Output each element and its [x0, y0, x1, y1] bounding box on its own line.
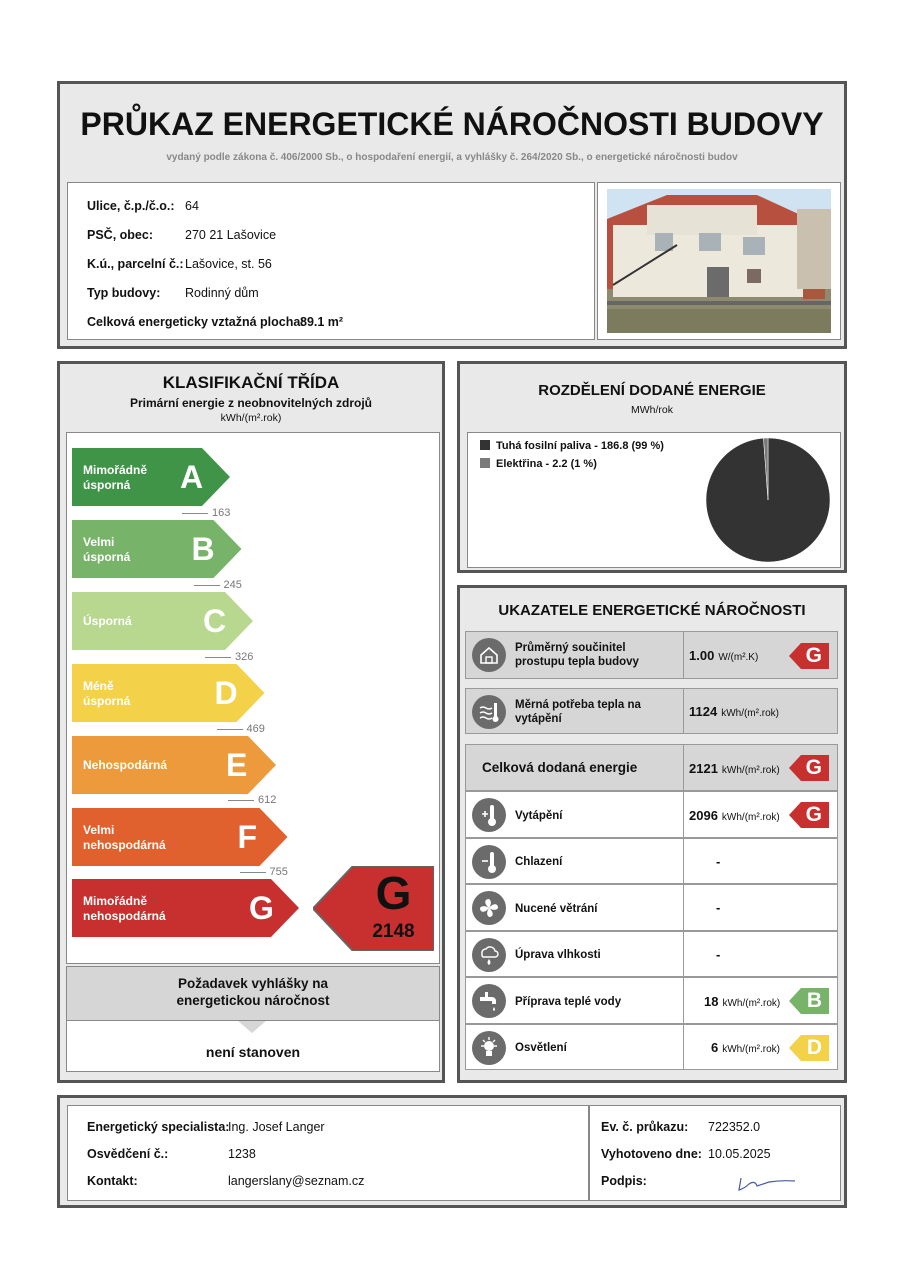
- indicator-label: Osvětlení: [515, 1042, 567, 1054]
- legend-item: [480, 440, 664, 452]
- class-threshold: 245: [194, 579, 242, 591]
- indicators-title: UKAZATELE ENERGETICKÉ NÁROČNOSTI: [498, 602, 806, 619]
- ev-label: Ev. č. průkazu:: [601, 1120, 689, 1134]
- class-badge: B: [789, 988, 829, 1014]
- indicator-transmission: [465, 631, 838, 679]
- indicator-unit: kWh/(m².rok): [722, 998, 781, 1009]
- building-info: [67, 182, 595, 340]
- result-value: 2148: [372, 921, 415, 942]
- area-value: 89.1 m²: [300, 315, 344, 329]
- class-threshold: 163: [182, 507, 230, 519]
- requirement-box: [66, 966, 440, 1072]
- indicator-label: Příprava teplé vody: [515, 996, 622, 1008]
- indicator-heating: [465, 791, 838, 838]
- class-threshold: 326: [205, 651, 253, 663]
- date-label: Vyhotoveno dne:: [601, 1147, 702, 1161]
- indicator-unit: kWh/(m².rok): [721, 812, 780, 823]
- cloud-drop-icon: [472, 938, 506, 972]
- class-name: Nehospodárná: [83, 758, 168, 772]
- indicator-heat-need: [465, 688, 838, 734]
- indicator-value: 1.00: [689, 648, 715, 663]
- class-badge: G: [789, 802, 829, 828]
- distribution-chart: [467, 432, 841, 568]
- psc-value: 270 21 Lašovice: [185, 228, 277, 242]
- indicator-cooling: [465, 838, 838, 884]
- requirement-title: Požadavek vyhlášky na energetickou náročnost: [176, 976, 330, 1008]
- classification-title: KLASIFIKAČNÍ TŘÍDA: [162, 373, 340, 392]
- document-title: PRŮKAZ ENERGETICKÉ NÁROČNOSTI BUDOVY: [80, 106, 824, 142]
- distribution-panel: [457, 361, 847, 573]
- indicator-label: Úprava vlhkosti: [515, 949, 601, 961]
- legend-label: Elektřina - 2.2 (1 %): [496, 458, 597, 470]
- legend-label: Tuhá fosilní paliva - 186.8 (99 %): [496, 440, 664, 452]
- indicator-unit: kWh/(m².rok): [721, 765, 780, 776]
- indicator-total: [465, 744, 838, 791]
- cert-value: 1238: [228, 1147, 256, 1161]
- cert-label: Osvědčení č.:: [87, 1147, 169, 1161]
- lightbulb-icon: [472, 1031, 506, 1065]
- requirement-value: není stanoven: [205, 1044, 301, 1060]
- distribution-title: ROZDĚLENÍ DODANÉ ENERGIE: [538, 382, 766, 399]
- class-arrow-e: [72, 736, 276, 794]
- ev-value: 722352.0: [708, 1120, 761, 1134]
- street-label: Ulice, č.p./č.o.:: [87, 199, 175, 213]
- class-badge: D: [789, 1035, 829, 1061]
- thermometer-minus-icon: [472, 845, 506, 879]
- type-value: Rodinný dům: [185, 286, 259, 300]
- class-arrow-c: [72, 592, 253, 650]
- psc-label: PSČ, obec:: [87, 228, 153, 242]
- class-letter: C: [203, 603, 227, 639]
- contact-label: Kontakt:: [87, 1174, 138, 1188]
- class-letter: G: [249, 890, 274, 926]
- ku-value: Lašovice, st. 56: [185, 257, 272, 271]
- legend-item: [480, 458, 597, 470]
- street-value: 64: [185, 199, 199, 213]
- heat-need-icon: [472, 695, 506, 729]
- sign-label: Podpis:: [601, 1174, 647, 1188]
- pie-chart: [705, 437, 831, 563]
- document-subtitle: vydaný podle zákona č. 406/2000 Sb., o hospodaření energií, a vyhlášky č. 264/2020 Sb., o energetické náročnosti budov: [166, 152, 738, 163]
- indicator-value: 2121: [689, 761, 718, 776]
- class-badge: G: [789, 643, 829, 669]
- class-arrow-a: [72, 448, 230, 506]
- type-label: Typ budovy:: [87, 286, 161, 300]
- indicator-value: 1124: [689, 704, 718, 719]
- class-name: Velmi úsporná: [83, 535, 131, 564]
- result-letter: G: [375, 867, 412, 919]
- certificate-box: [589, 1105, 841, 1201]
- ku-label: K.ú., parcelní č.:: [87, 257, 184, 271]
- indicator-label: Chlazení: [515, 856, 563, 868]
- building-photo-frame: [597, 182, 841, 340]
- class-letter: F: [237, 819, 258, 855]
- class-arrow-f: [72, 808, 288, 866]
- specialist-value: Ing. Josef Langer: [228, 1120, 325, 1134]
- area-label: Celková energeticky vztažná plocha:: [87, 315, 305, 329]
- class-name: Mimořádně úsporná: [83, 463, 148, 492]
- indicator-ventilation: [465, 884, 838, 931]
- indicator-unit: W/(m².K): [718, 652, 759, 663]
- distribution-unit: MWh/rok: [631, 404, 673, 416]
- class-name: Velmi nehospodárná: [83, 823, 166, 852]
- indicator-value: -: [716, 947, 721, 962]
- indicator-value: -: [716, 900, 721, 915]
- indicator-humidity: [465, 931, 838, 977]
- fan-icon: [472, 891, 506, 925]
- indicator-label: Měrná potřeba tepla na vytápění: [515, 699, 641, 725]
- footer-panel: [57, 1095, 847, 1208]
- class-name: Mimořádně nehospodárná: [83, 894, 166, 923]
- indicator-hotwater: [465, 977, 838, 1024]
- specialist-box: [67, 1105, 589, 1201]
- indicator-unit: kWh/(m².rok): [721, 708, 779, 719]
- class-name: Méně úsporná: [83, 679, 131, 708]
- date-value: 10.05.2025: [708, 1147, 771, 1161]
- class-threshold: 612: [228, 794, 276, 806]
- class-threshold: 755: [240, 866, 288, 878]
- house-icon: [472, 638, 506, 672]
- class-letter: E: [226, 747, 248, 783]
- classification-subtitle: Primární energie z neobnovitelných zdrojů: [129, 396, 373, 410]
- header-panel: [57, 81, 847, 349]
- class-arrow-d: [72, 664, 265, 722]
- faucet-icon: [472, 984, 506, 1018]
- indicator-unit: kWh/(m².rok): [722, 1044, 781, 1055]
- thermometer-plus-icon: [472, 798, 506, 832]
- indicator-label: Nucené větrání: [515, 903, 598, 915]
- specialist-label: Energetický specialista:: [87, 1120, 230, 1134]
- class-arrow-g: [72, 879, 299, 937]
- class-letter: D: [214, 675, 238, 711]
- indicator-value: 18: [704, 994, 719, 1009]
- indicator-label: Celková dodaná energie: [482, 760, 638, 775]
- class-threshold: 469: [217, 723, 265, 735]
- class-arrow-b: [72, 520, 242, 578]
- class-letter: B: [191, 531, 215, 567]
- signature-image: [735, 1172, 805, 1196]
- indicator-label: Průměrný součinitel prostupu tepla budovy: [515, 642, 639, 668]
- class-letter: A: [180, 459, 204, 495]
- indicator-value: 6: [711, 1040, 719, 1055]
- result-class-marker: [313, 866, 434, 951]
- indicator-value: 2096: [689, 808, 718, 823]
- contact-value: langerslany@seznam.cz: [228, 1174, 365, 1188]
- class-name: Úsporná: [83, 614, 132, 628]
- classification-unit: kWh/(m².rok): [220, 412, 282, 424]
- indicator-lighting: [465, 1024, 838, 1070]
- building-photo: [607, 189, 831, 333]
- indicator-value: -: [716, 854, 721, 869]
- indicator-label: Vytápění: [515, 810, 563, 822]
- class-badge: G: [789, 755, 829, 781]
